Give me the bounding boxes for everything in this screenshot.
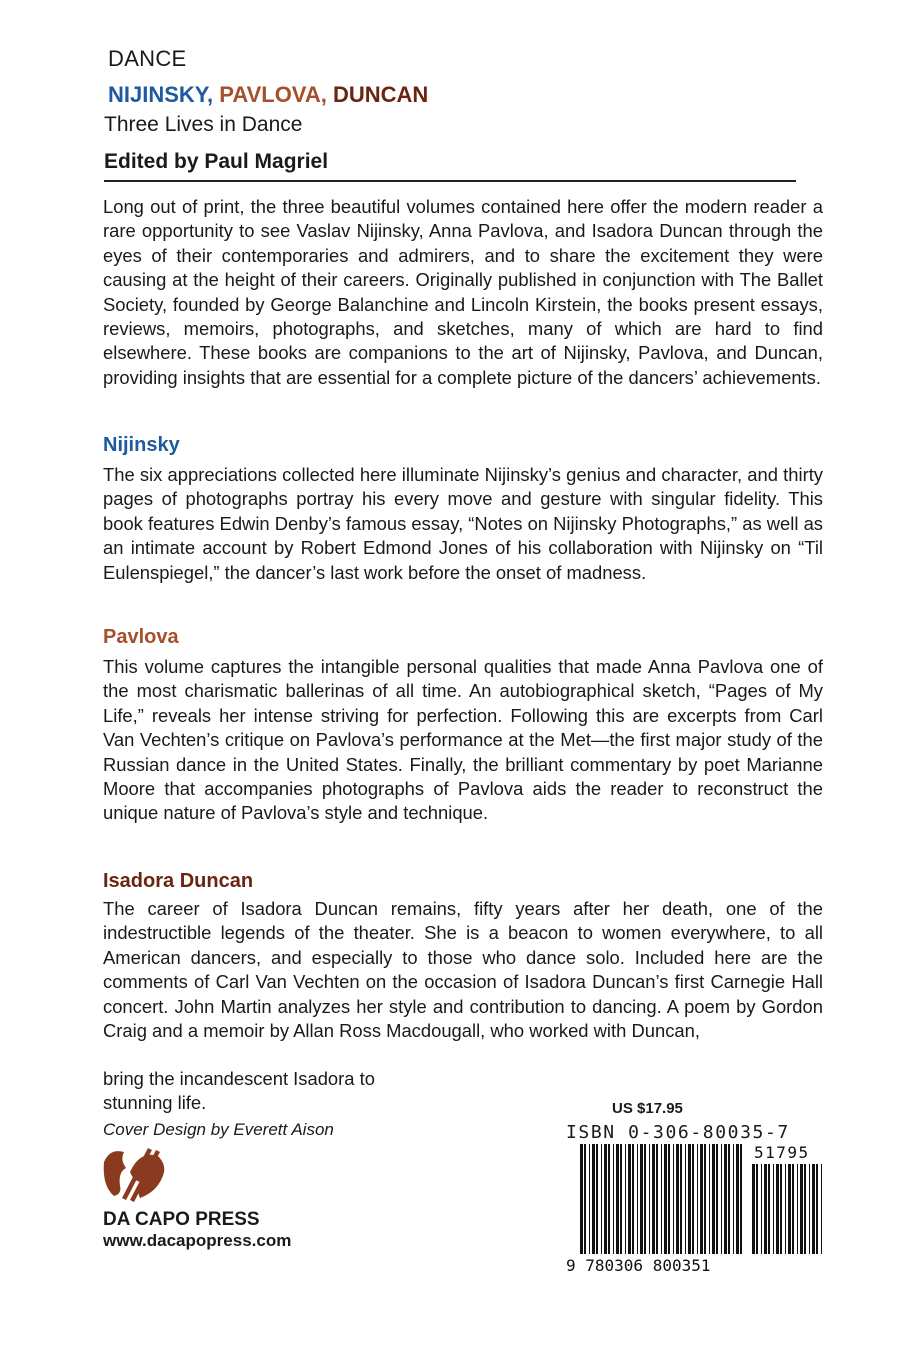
barcode-bar (700, 1144, 703, 1254)
category-label: DANCE (108, 46, 187, 71)
barcode-bar (620, 1144, 622, 1254)
barcode-bar (676, 1144, 679, 1254)
section-text-duncan-continued: bring the incandescent Isadora to stunning life. (103, 1068, 375, 1114)
section-heading-pavlova: Pavlova (103, 626, 179, 648)
barcode-bar (800, 1164, 803, 1254)
barcode-bar (649, 1144, 650, 1254)
barcode-addon-digits: 51795 (754, 1143, 810, 1162)
section-heading-duncan: Isadora Duncan (103, 870, 254, 892)
barcode-bar (712, 1144, 715, 1254)
barcode-bar (788, 1164, 791, 1254)
barcode-bar (592, 1144, 595, 1254)
barcode-bar (688, 1144, 691, 1254)
price-label: US $17.95 (612, 1100, 683, 1117)
barcode-bar (580, 1144, 583, 1254)
barcode-bar (589, 1144, 590, 1254)
barcode-bar (716, 1144, 718, 1254)
barcode-bar (584, 1144, 586, 1254)
barcode-bar (652, 1144, 655, 1254)
barcode-bar (596, 1144, 598, 1254)
cover-design-credit: Cover Design by Everett Aison (103, 1120, 334, 1139)
publisher-name: DA CAPO PRESS (103, 1209, 260, 1230)
barcode-bar (673, 1144, 674, 1254)
da-capo-press-logo-icon (100, 1142, 170, 1202)
title-pavlova: PAVLOVA, (219, 82, 327, 107)
barcode-bar (812, 1164, 815, 1254)
barcode-bar (625, 1144, 626, 1254)
barcode-digits: 9 780306 800351 (566, 1256, 711, 1275)
barcode-bar (773, 1164, 774, 1254)
barcode-bar (656, 1144, 658, 1254)
barcode-bar (804, 1164, 806, 1254)
barcode-bar (761, 1164, 762, 1254)
barcode-bar (640, 1144, 643, 1254)
barcode-main-bars (580, 1144, 742, 1254)
barcode-bar (616, 1144, 619, 1254)
isbn-label: ISBN 0-306-80035-7 (566, 1122, 790, 1143)
barcode-bar (608, 1144, 610, 1254)
barcode-bar (697, 1144, 698, 1254)
barcode-bar (637, 1144, 638, 1254)
barcode-bar (632, 1144, 634, 1254)
barcode-bar (752, 1164, 755, 1254)
barcode-bar (704, 1144, 706, 1254)
divider-rule (104, 180, 796, 182)
editor-credit: Edited by Paul Magriel (104, 150, 329, 173)
barcode-bar (664, 1144, 667, 1254)
barcode-bar (736, 1144, 739, 1254)
barcode-bar (740, 1144, 742, 1254)
section-heading-nijinsky: Nijinsky (103, 434, 180, 456)
barcode-bar (644, 1144, 646, 1254)
section-text-nijinsky: The six appreciations collected here illuminate Nijinsky’s genius and character, and thirty pages of photographs portray his every move and gesture with singular fidelity. This book features Edwin Denby’s famous essay, “Notes on Nijinsky Photographs,” as well as an intimate account by Robert Edmond Jones of his collaboration with Nijinsky on “Til Eulenspiegel,” the dancer’s last work before the onset of madness. (103, 464, 823, 583)
barcode-bar (721, 1144, 722, 1254)
barcode-bar (613, 1144, 614, 1254)
barcode-bar (733, 1144, 734, 1254)
barcode-bar (692, 1144, 694, 1254)
barcode-bar (792, 1164, 794, 1254)
barcode (566, 1142, 828, 1276)
barcode-bar (764, 1164, 767, 1254)
barcode-bar (728, 1144, 730, 1254)
barcode-bar (785, 1164, 786, 1254)
barcode-bar (816, 1164, 818, 1254)
barcode-bar (776, 1164, 779, 1254)
section-text-duncan: The career of Isadora Duncan remains, fifty years after her death, one of the indestructible legends of the theater. She is a beacon to women everywhere, to all American dancers, and especially to those who dance solo. Included here are the comments of Carl Van Vechten on the occasion of Isadora Duncan’s first Carnegie Hall concert. John Martin analyzes her style and contribution to dancing. A poem by Gordon Craig and a memoir by Allan Ross Macdougall, who worked with Duncan, (103, 898, 823, 1042)
book-title (108, 82, 428, 108)
barcode-bar (685, 1144, 686, 1254)
barcode-bar (780, 1164, 782, 1254)
barcode-bar (668, 1144, 670, 1254)
title-nijinsky: NIJINSKY, (108, 82, 214, 107)
barcode-bar (809, 1164, 810, 1254)
barcode-bar (756, 1164, 758, 1254)
barcode-bar (661, 1144, 662, 1254)
barcode-bar (797, 1164, 798, 1254)
barcode-bar (604, 1144, 607, 1254)
barcode-bar (768, 1164, 770, 1254)
title-duncan: DUNCAN (332, 82, 429, 107)
intro-paragraph: Long out of print, the three beautiful volumes contained here offer the modern reader a rare opportunity to see Vaslav Nijinsky, Anna Pavlova, and Isadora Duncan through the eyes of their contemporaries and admirers, and to share the excitement they were causing at the height of their careers. Originally published in conjunction with The Ballet Society, founded by George Balanchine and Lincoln Kirstein, the books present essays, reviews, memoirs, photographs, and sketches, many of which are hard to find elsewhere. These books are companions to the art of Nijinsky, Pavlova, and Duncan, providing insights that are essential for a complete picture of the dancers’ achievements. (103, 196, 823, 388)
book-subtitle: Three Lives in Dance (104, 113, 303, 136)
publisher-website: www.dacapopress.com (103, 1231, 292, 1250)
barcode-bar (724, 1144, 727, 1254)
barcode-bar (601, 1144, 602, 1254)
barcode-bar (821, 1164, 822, 1254)
section-text-pavlova: This volume captures the intangible personal qualities that made Anna Pavlova one of the most charismatic ballerinas of all time. An autobiographical sketch, “Pages of My Life,” reveals her intense striving for perfection. Following this are excerpts from Carl Van Vechten’s critique on Pavlova’s performance at the Met—the first major study of the Russian dance in the United States. Finally, the brilliant commentary by poet Marianne Moore that accompanies photographs of Pavlova aids the reader to reconstruct the unique nature of Pavlova’s style and technique. (103, 656, 823, 824)
barcode-bar (628, 1144, 631, 1254)
barcode-bar (709, 1144, 710, 1254)
barcode-addon-bars (752, 1164, 822, 1254)
barcode-bar (680, 1144, 682, 1254)
